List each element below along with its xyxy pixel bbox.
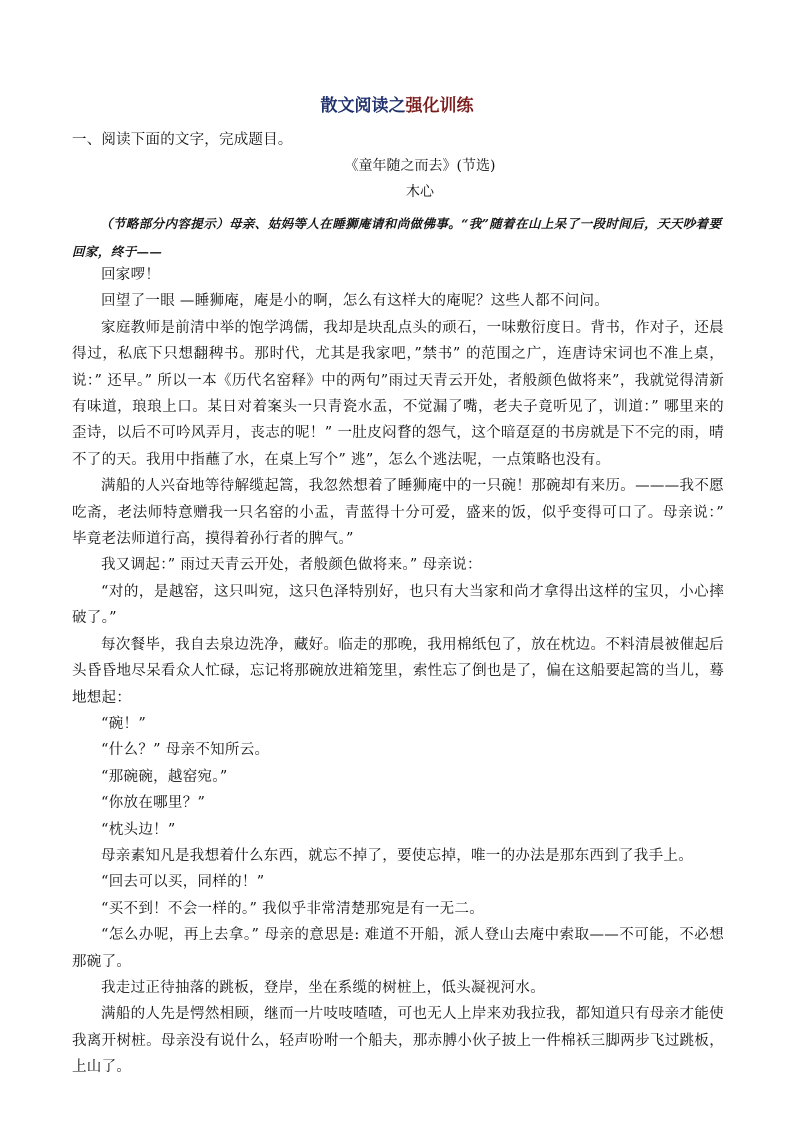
paragraph: 满船的人兴奋地等待解缆起篙，我忽然想着了睡狮庵中的一只碗！那碗却有来历。———我不愿吃斋，老法师特意赠我一只名窑的小盂，青蓝得十分可爱，盛来的饭，似乎变得可口了。母亲说：” 毕竟老法师道行高，摸得着孙行者的脾气。” [72,478,724,548]
paragraph: 母亲素知凡是我想着什么东西，就忘不掉了，要使忘掉，唯一的办法是那东西到了我手上。 [101,847,693,864]
article-body [72,262,724,1081]
paragraph: 每次餐毕，我自去泉边洗净，藏好。临走的那晚，我用棉纸包了，放在枕边。不料清晨被催起后头昏昏地尽呆看众人忙碌，忘记将那碗放进箱笼里，索性忘了倒也是了，偏在这船要起篙的当儿，蓦地想起： [72,636,724,706]
dialogue-line: “枕头边！” [101,821,176,838]
dialogue-line: “什么？” 母亲不知所云。 [101,742,270,759]
omitted-content-note: （节略部分内容提示）母亲、姑妈等人在睡狮庵请和尚做佛事。“我”随着在山上呆了一段时间后，天天吵着要回家，终于—— [72,216,722,259]
paragraph: 回望了一眼 —睡狮庵，庵是小的啊，怎么有这样大的庵呢？这些人都不问问。 [101,293,610,310]
dialogue-line: “买不到！不会一样的。” 我似乎非常清楚那宛是有一无二。 [101,900,485,917]
dialogue-line: “回去可以买，同样的！” [101,874,265,891]
section-heading: 一、阅读下面的文字，完成题目。 [72,132,293,148]
dialogue-line: “那碗碗，越窑宛。” [101,768,228,785]
paragraph: “对的，是越窑，这只叫宛，这只色泽特别好，也只有大当家和尚才拿得出这样的宝贝，小心摔破了。” [72,583,724,627]
paragraph: 我又调起：” 雨过天青云开处，者般颜色做将来。” 母亲说： [101,557,482,574]
title-part-2: 强化训练 [405,96,474,116]
page-title [0,94,794,118]
title-part-1: 散文阅读之 [320,96,406,116]
paragraph: 家庭教师是前清中举的饱学鸿儒，我却是块乱点头的顽石，一味敷衍度日。背书，作对子，还晨得过，私底下只想翻稗书。那时代，尤其是我家吧，”禁书” 的范围之广，连唐诗宋词也不准上桌，说：” 还早。” 所以一本《历代名窑释》中的两句”雨过天青云开处，者般颜色做将来”，我就觉得清新有味道，琅琅上口。某日对着案头一只青瓷水盂，不觉漏了嘴，老夫子竟听见了，训道：” 哪里来的歪诗，以后不可吟风弄月，丧志的呢！” 一肚皮闷瞀的怨气，这个暗趸趸的书房就是下不完的雨，晴不了的天。我用中指蘸了水，在桌上写个” 逃”，怎么个逃法呢，一点策略也没有。 [72,319,724,468]
paragraph: 满船的人先是愕然相顾，继而一片吱吱喳喳，可也无人上岸来劝我拉我，都知道只有母亲才能使我离开树桩。母亲没有说什么，轻声吩咐一个船夫，那赤膊小伙子披上一件棉袄三脚两步飞过跳板，上山了。 [72,1006,724,1076]
paragraph: “怎么办呢，再上去拿。” 母亲的意思是: 难道不开船，派人登山去庵中索取——不可能，不必想那碗了。 [72,927,724,970]
paragraph: 我走过正待抽落的跳板，登岸，坐在系缆的树桩上，低头凝视河水。 [101,979,545,996]
article-author: 木心 [406,184,434,200]
article-title: 《童年随之而去》(节选) [344,158,496,174]
paragraph: 回家啰！ [101,267,161,283]
dialogue-line: “碗！” [101,715,147,732]
dialogue-line: “你放在哪里？” [101,795,206,812]
